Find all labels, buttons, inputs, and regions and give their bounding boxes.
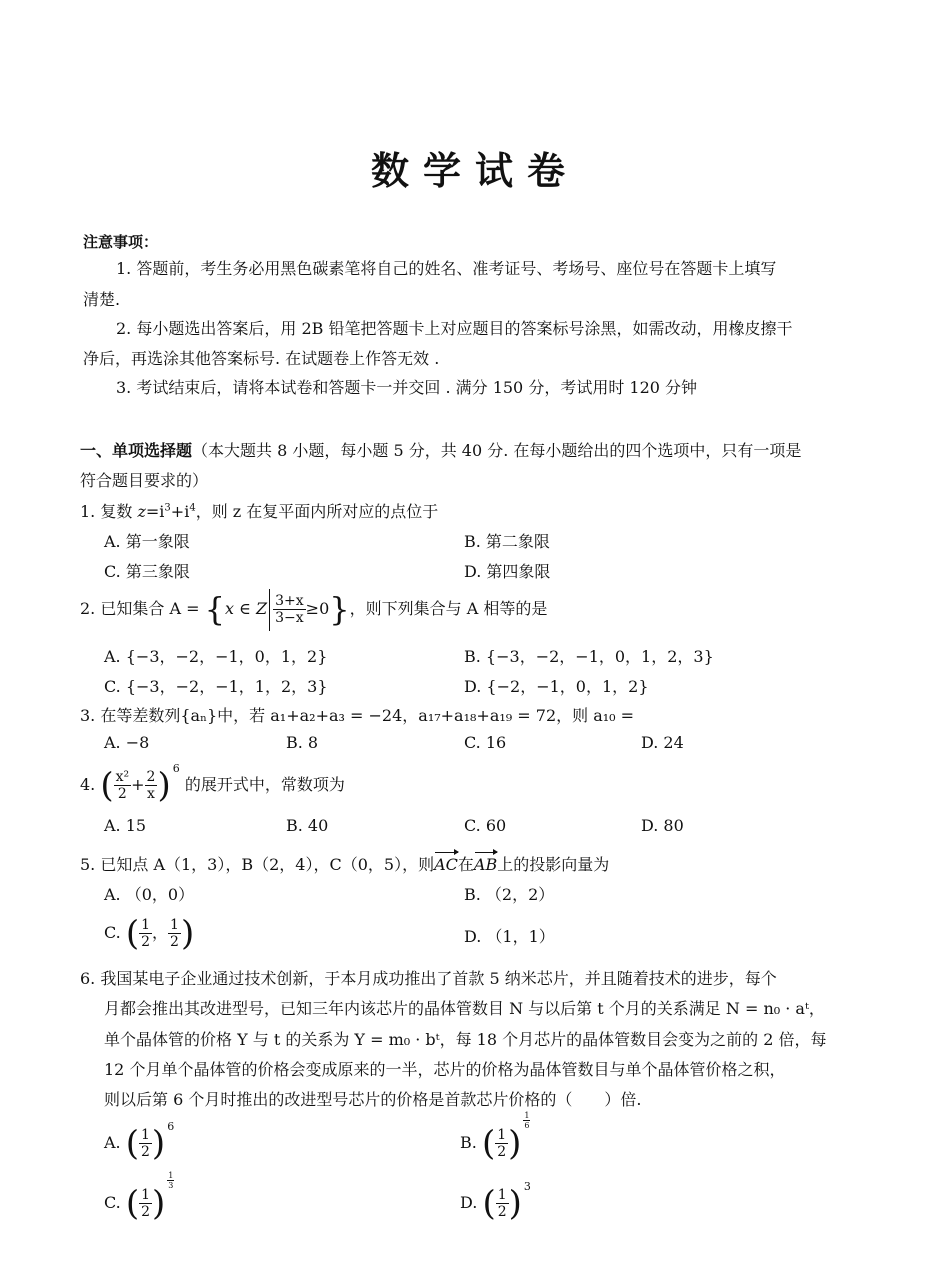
note-1-line-2: 清楚. xyxy=(83,290,121,309)
q2-option-b: B. {−3，−2，−1，0，1，2，3} xyxy=(464,647,714,666)
q1-option-b: B. 第二象限 xyxy=(464,532,550,551)
q2-option-c: C. {−3，−2，−1，1，2，3} xyxy=(104,677,328,696)
question-6-line-1: 6. 我国某电子企业通过技术创新，于本月成功推出了首款 5 纳米芯片，并且随着技术的进步，每个 xyxy=(80,969,777,988)
question-3: 3. 在等差数列{aₙ}中，若 a₁+a₂+a₃ = −24，a₁₇+a₁₈+a₁₉ = 72，则 a₁₀ = xyxy=(80,706,635,725)
q4-option-a: A. 15 xyxy=(104,816,147,835)
notes-heading: 注意事项： xyxy=(83,233,159,251)
note-1-line-1: 1. 答题前，考生务必用黑色碳素笔将自己的姓名、准考证号、考场号、座位号在答题卡上填写 xyxy=(116,259,777,278)
note-3: 3. 考试结束后，请将本试卷和答题卡一并交回 . 满分 150 分，考试用时 120 分钟 xyxy=(116,378,698,397)
q5-option-c: C. ( $\frac{1}{2}$ ， $\frac{1}{2}$ ) xyxy=(104,913,195,954)
question-6-line-2: 月都会推出其改进型号，已知三年内该芯片的晶体管数目 N 与以后第 t 个月的关系满足 N = n₀ · aᵗ， xyxy=(104,999,825,1018)
q3-option-b: B. 8 xyxy=(286,733,319,752)
q1-option-d: D. 第四象限 xyxy=(464,562,551,581)
q6-option-c: C. ( $\frac{1}{2}$ ) $\frac{1}{3}$ xyxy=(104,1171,174,1224)
q4-option-d: D. 80 xyxy=(641,816,684,835)
section-1-desc: （本大题共 8 小题，每小题 5 分，共 40 分. 在每小题给出的四个选项中，只有一项是 xyxy=(192,441,802,460)
question-6-line-5: 则以后第 6 个月时推出的改进型号芯片的价格是首款芯片价格的（ ）倍. xyxy=(104,1090,642,1109)
note-2-line-2: 净后，再选涂其他答案标号. 在试题卷上作答无效 . xyxy=(83,349,440,368)
q3-option-d: D. 24 xyxy=(641,733,684,752)
q2-option-a: A. {−3，−2，−1，0，1，2} xyxy=(104,647,328,666)
q5-option-d: D. （1，1） xyxy=(464,927,555,946)
q3-option-c: C. 16 xyxy=(464,733,507,752)
section-1-line-2: 符合题目要求的） xyxy=(80,471,209,490)
q6-option-a: A. ( $\frac{1}{2}$ ) $^6$ xyxy=(104,1120,175,1164)
page-title: 数学试卷 xyxy=(370,148,579,193)
q5-option-a: A. （0，0） xyxy=(104,885,195,904)
q4-option-c: C. 60 xyxy=(464,816,507,835)
question-5: 5. 已知点 A（1，3），B（2，4），C（0，5），则AC在AB上的投影向量为 xyxy=(80,855,610,874)
section-1-line-1 xyxy=(80,438,801,461)
q3-option-a: A. −8 xyxy=(104,733,150,752)
question-6-line-4: 12 个月单个晶体管的价格会变成原来的一半，芯片的价格为晶体管数目与单个晶体管价格之积， xyxy=(104,1060,786,1079)
section-1-heading: 一、单项选择题 xyxy=(80,441,193,460)
q1-option-c: C. 第三象限 xyxy=(104,562,190,581)
question-6-line-3: 单个晶体管的价格 Y 与 t 的关系为 Y = m₀ · bᵗ，每 18 个月芯片的晶体管数目会变为之前的 2 倍，每 xyxy=(104,1030,827,1049)
q4-option-b: B. 40 xyxy=(286,816,329,835)
q2-option-d: D. {−2，−1，0，1，2} xyxy=(464,677,649,696)
q5-option-b: B. （2，2） xyxy=(464,885,555,904)
question-1: 1. 复数 $z=i^3+i^4$，则 z 在复平面内所对应的点位于 xyxy=(80,502,439,521)
q6-option-b: B. ( $\frac{1}{2}$ ) $\frac{1}{6}$ xyxy=(460,1111,530,1164)
q6-option-d: D. ( $\frac{1}{2}$ ) $^3$ xyxy=(460,1180,531,1224)
question-2: 2. 已知集合 A = {x ∈ Z $\frac{3+x}{3-x}$ ≥0}，则下列集合与 A 相等的是 xyxy=(80,590,548,629)
question-4: 4. ( $\frac{\text{x²}}{2}$ + $\frac{2}{x}$ ) $^6$ 的展开式中，常数项为 xyxy=(80,762,345,806)
note-2-line-1: 2. 每小题选出答案后，用 2B 铅笔把答题卡上对应题目的答案标号涂黑，如需改动，用橡皮擦干 xyxy=(116,319,793,338)
q1-option-a: A. 第一象限 xyxy=(104,532,190,551)
